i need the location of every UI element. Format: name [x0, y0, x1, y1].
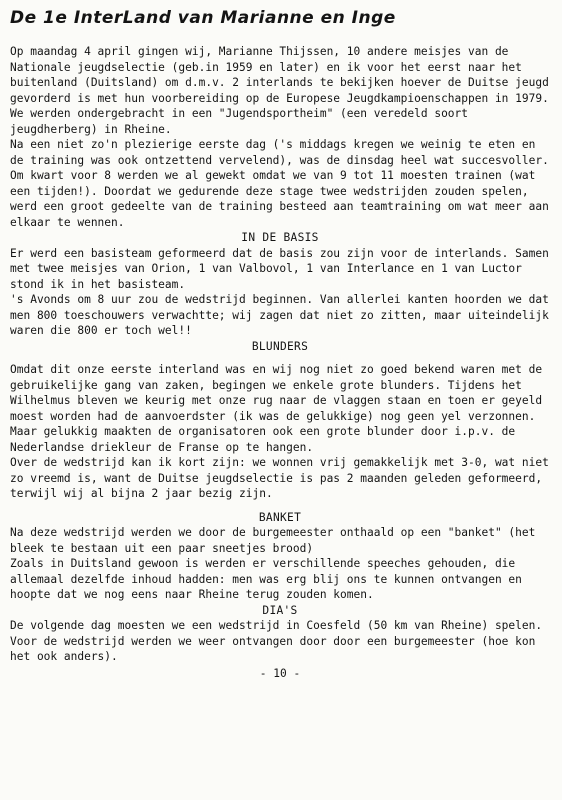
spacer	[10, 502, 550, 510]
banket-paragraph-2: Zoals in Duitsland gewoon is werden er verschillende speeches gehouden, die allemaal dezelfde inhoud hadden: men was erg blij ons te kunnen ontvangen en hoopte dat we nog eens naar Rheine terug zouden komen.	[10, 557, 522, 601]
section-heading-blunders: BLUNDERS	[251, 339, 309, 353]
basis-paragraph-2: 's Avonds om 8 uur zou de wedstrijd beginnen. Van allerlei kanten hoorden we dat men 800 toeschouwers verwachtte; wij zagen dat niet zo zitten, maar uiteindelijk waren die 800 er toch wel!!	[10, 293, 549, 337]
page-number: - 10 -	[259, 666, 301, 680]
training-paragraph: Om kwart voor 8 werden we al gewekt omdat we van 9 tot 11 moesten trainen (wat een tijden!). Doordat we gedurende deze stage twee wedstrijden zouden spelen, werd een groot gedeelte van de training besteed aan teamtraining om wat meer aan elkaar te wennen.	[10, 169, 549, 229]
basis-paragraph-1: Er werd een basisteam geformeerd dat de basis zou zijn voor de interlands. Samen met twee meisjes van Orion, 1 van Valbovol, 1 van Interlance en 1 van Luctor stond ik in het basisteam.	[10, 246, 549, 291]
intro-paragraph: Op maandag 4 april gingen wij, Marianne Thijssen, 10 andere meisjes van de Nationale jeugdselectie (geb.in 1959 en later) en ik voor het eerst naar het buitenland (Duitsland) om d.m.v. 2 interlands te bekijken hoever de Duitse jeugd gevorderd is met hun voorbereiding op de Europese Jeugdkampioenschappen in 1979. We werden ondergebracht in een "Jugendsportheim" (een veredeld soort jeugdherberg) in Rheine.	[10, 45, 549, 136]
section-heading-dias: DIA'S	[262, 603, 298, 617]
article-title: De 1e InterLand van Marianne en Inge	[10, 8, 396, 28]
dias-paragraph-1: De volgende dag moesten we een wedstrijd in Coesfeld (50 km van Rheine) spelen. Voor de wedstrijd werden we weer ontvangen door door een burgemeester (hoe kon het ook anders).	[10, 619, 543, 663]
first-day-paragraph: Na een niet zo'n plezierige eerste dag ('s middags kregen we weinig te eten en de training was ook ontzettend vervelend), was de dinsdag heel wat succesvoller.	[10, 138, 549, 167]
blunders-paragraph-1: Omdat dit onze eerste interland was en wij nog niet zo goed bekend waren met de gebruikelijke gang van zaken, begingen we enkele grote blunders. Tijdens het Wilhelmus bleven we keurig met onze rug naar de vlaggen staan en toen er geyeld moest worden had de aanvoerdster (ik was de gelukkige) nog geen yel verzonnen. Maar gelukkig maakten de organisatoren ook een grote blunder door i.p.v. de Nederlandse driekleur de Franse op te hangen.	[10, 363, 543, 454]
section-heading-banket: BANKET	[258, 510, 302, 524]
banket-paragraph-1: Na deze wedstrijd werden we door de burgemeester onthaald op een "banket" (het bleek te bestaan uit een paar sneetjes brood)	[10, 526, 536, 555]
article-body	[10, 44, 550, 665]
blunders-paragraph-2: Over de wedstrijd kan ik kort zijn: we wonnen vrij gemakkelijk met 3-0, wat niet zo vreemd is, want de Duitse jeugdselectie is pas 2 maanden geleden geformeerd, terwijl wij al bijna 2 jaar bezig zijn.	[10, 456, 549, 500]
section-heading-basis: IN DE BASIS	[241, 231, 319, 244]
spacer	[10, 354, 550, 362]
